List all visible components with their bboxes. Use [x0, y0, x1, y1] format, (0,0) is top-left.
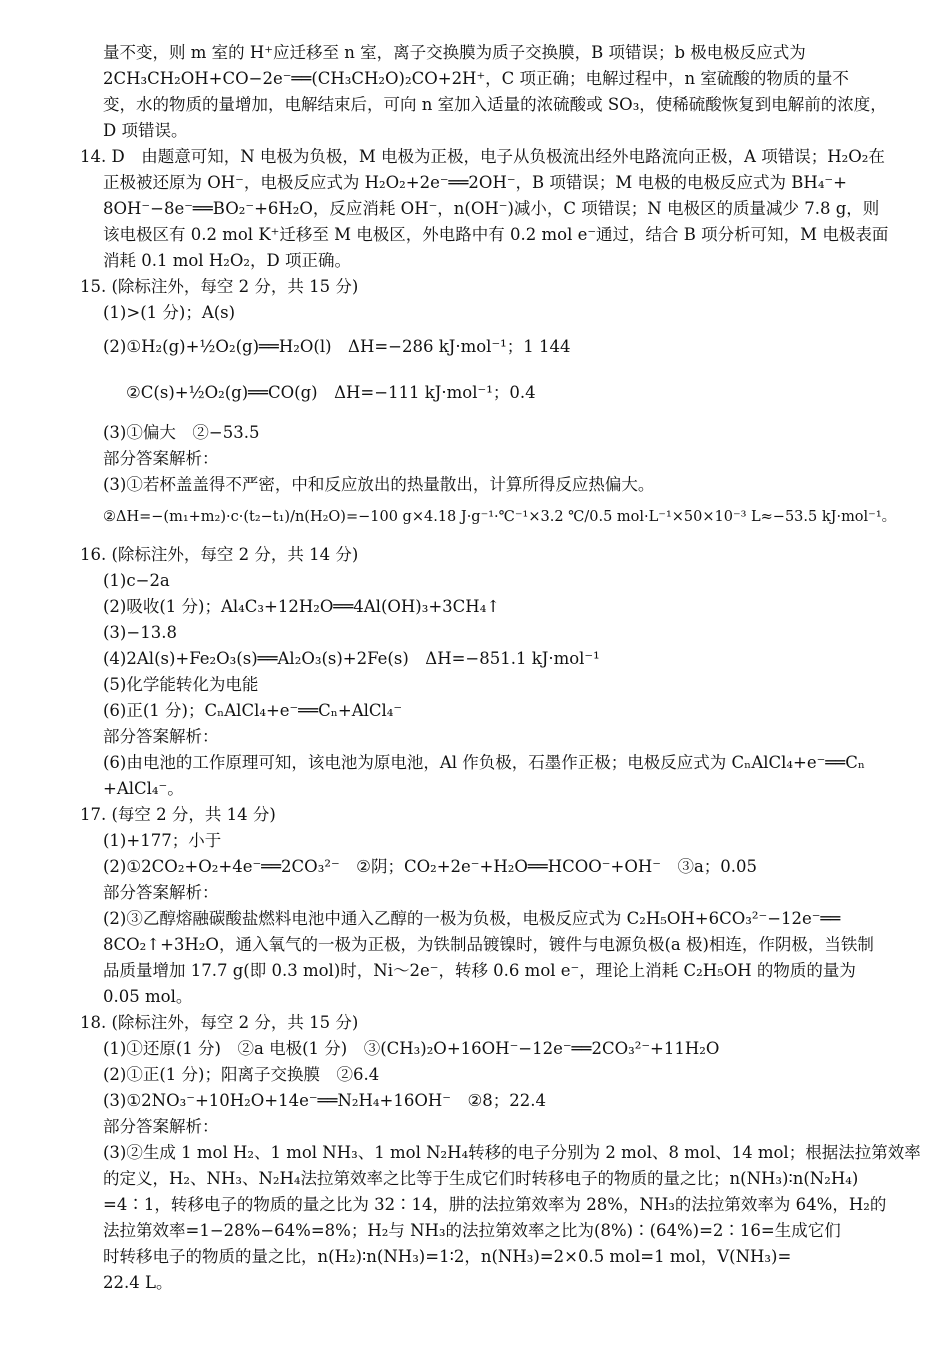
text-line: 品质量增加 17.7 g(即 0.3 mol)时，Ni～2e⁻，转移 0.6 mol e⁻，理论上消耗 C₂H₅OH 的物质的量为 — [103, 961, 856, 980]
text-line: (2)吸收(1 分)；Al₄C₃+12H₂O══4Al(OH)₃+3CH₄↑ — [103, 597, 501, 616]
text-line: 8CO₂↑+3H₂O，通入氧气的一极为正极，为铁制品镀镍时，镀件与电源负极(a 极)相连，作阴极，当铁制 — [103, 935, 874, 954]
text-line: (4)2Al(s)+Fe₂O₃(s)══Al₂O₃(s)+2Fe(s) ΔH=−851.1 kJ·mol⁻¹ — [103, 649, 600, 668]
equation-line: (2)①H₂(g)+½O₂(g)══H₂O(l) ΔH=−286 kJ·mol⁻¹；1 144 — [103, 337, 571, 356]
text-line: (1)c−2a — [103, 571, 170, 590]
text-line: 8OH⁻−8e⁻══BO₂⁻+6H₂O，反应消耗 OH⁻，n(OH⁻)减小，C 项错误；N 电极区的质量减少 7.8 g，则 — [103, 199, 880, 218]
text-line: (3)−13.8 — [103, 623, 177, 642]
answer-16-heading: 16. (除标注外，每空 2 分，共 14 分) — [80, 545, 359, 564]
text-line: =4∶1，转移电子的物质的量之比为 32∶14，肼的法拉第效率为 28%，NH₃的法拉第效率为 64%，H₂的 — [103, 1195, 887, 1214]
text-line: 2CH₃CH₂OH+CO−2e⁻══(CH₃CH₂O)₂CO+2H⁺，C 项正确；电解过程中，n 室硫酸的物质的量不 — [103, 69, 849, 88]
text-line: 量不变，则 m 室的 H⁺应迁移至 n 室，离子交换膜为质子交换膜，B 项错误；b 极电极反应式为 — [103, 43, 806, 62]
text-line: (3)①偏大 ②−53.5 — [103, 423, 260, 442]
text-line: 消耗 0.1 mol H₂O₂，D 项正确。 — [103, 251, 351, 270]
text-line: (3)①若杯盖盖得不严密，中和反应放出的热量散出，计算所得反应热偏大。 — [103, 475, 655, 494]
analysis-label: 部分答案解析： — [103, 727, 219, 746]
analysis-label: 部分答案解析： — [103, 1117, 219, 1136]
text-line: (5)化学能转化为电能 — [103, 675, 259, 694]
answer-15-heading: 15. (除标注外，每空 2 分，共 15 分) — [80, 277, 359, 296]
text-line: (6)正(1 分)；CₙAlCl₄+e⁻══Cₙ+AlCl₄⁻ — [103, 701, 403, 720]
answer-17-heading: 17. (每空 2 分，共 14 分) — [80, 805, 276, 824]
text-line: (1)>(1 分)；A(s) — [103, 303, 236, 322]
text-line: (3)①2NO₃⁻+10H₂O+14e⁻══N₂H₄+16OH⁻ ②8；22.4 — [103, 1091, 546, 1110]
answer-14-heading: 14. D 由题意可知，N 电极为负极，M 电极为正极，电子从负极流出经外电路流向正极，A 项错误；H₂O₂在 — [80, 147, 885, 166]
text-line: (1)①还原(1 分) ②a 电极(1 分) ③(CH₃)₂O+16OH⁻−12e⁻══2CO₃²⁻+11H₂O — [103, 1039, 720, 1058]
text-line: (2)①2CO₂+O₂+4e⁻══2CO₃²⁻ ②阴；CO₂+2e⁻+H₂O══HCOO⁻+OH⁻ ③a；0.05 — [103, 857, 758, 876]
text-line: (6)由电池的工作原理可知，该电池为原电池，Al 作负极，石墨作正极；电极反应式为 CₙAlCl₄+e⁻══Cₙ — [103, 753, 865, 772]
analysis-label: 部分答案解析： — [103, 449, 219, 468]
formula-line: ②ΔH=−(m₁+m₂)·c·(t₂−t₁)/n(H₂O)=−100 g×4.18 J·g⁻¹·℃⁻¹×3.2 ℃/0.5 mol·L⁻¹×50×10⁻³ L≈−53.5 kJ·mol⁻¹。 — [103, 509, 897, 525]
text-line: 0.05 mol。 — [103, 987, 193, 1006]
text-line: 法拉第效率=1−28%−64%=8%；H₂与 NH₃的法拉第效率之比为(8%)∶(64%)=2∶16=生成它们 — [103, 1221, 841, 1240]
text-line: D 项错误。 — [103, 121, 188, 140]
text-line: 22.4 L。 — [103, 1273, 173, 1292]
equation-line: ②C(s)+½O₂(g)══CO(g) ΔH=−111 kJ·mol⁻¹；0.4 — [126, 383, 536, 402]
text-line: +AlCl₄⁻。 — [103, 779, 184, 798]
text-line: (3)②生成 1 mol H₂、1 mol NH₃、1 mol N₂H₄转移的电子分别为 2 mol、8 mol、14 mol；根据法拉第效率 — [103, 1143, 921, 1162]
answer-18-heading: 18. (除标注外，每空 2 分，共 15 分) — [80, 1013, 359, 1032]
text-line: 变，水的物质的量增加，电解结束后，可向 n 室加入适量的浓硫酸或 SO₃，使稀硫酸恢复到电解前的浓度， — [103, 95, 887, 114]
text-line: 的定义，H₂、NH₃、N₂H₄法拉第效率之比等于生成它们时转移电子的物质的量之比；n(NH₃)∶n(N₂H₄) — [103, 1169, 859, 1188]
text-line: 时转移电子的物质的量之比，n(H₂)∶n(NH₃)=1∶2，n(NH₃)=2×0.5 mol=1 mol，V(NH₃)= — [103, 1247, 792, 1266]
text-line: (2)③乙醇熔融碳酸盐燃料电池中通入乙醇的一极为负极，电极反应式为 C₂H₅OH+6CO₃²⁻−12e⁻══ — [103, 909, 841, 928]
text-line: 该电极区有 0.2 mol K⁺迁移至 M 电极区，外电路中有 0.2 mol e⁻通过，结合 B 项分析可知，M 电极表面 — [103, 225, 889, 244]
analysis-label: 部分答案解析： — [103, 883, 219, 902]
text-line: (2)①正(1 分)；阳离子交换膜 ②6.4 — [103, 1065, 380, 1084]
text-line: 正极被还原为 OH⁻，电极反应式为 H₂O₂+2e⁻══2OH⁻，B 项错误；M 电极的电极反应式为 BH₄⁻+ — [103, 173, 847, 192]
text-line: (1)+177；小于 — [103, 831, 222, 850]
